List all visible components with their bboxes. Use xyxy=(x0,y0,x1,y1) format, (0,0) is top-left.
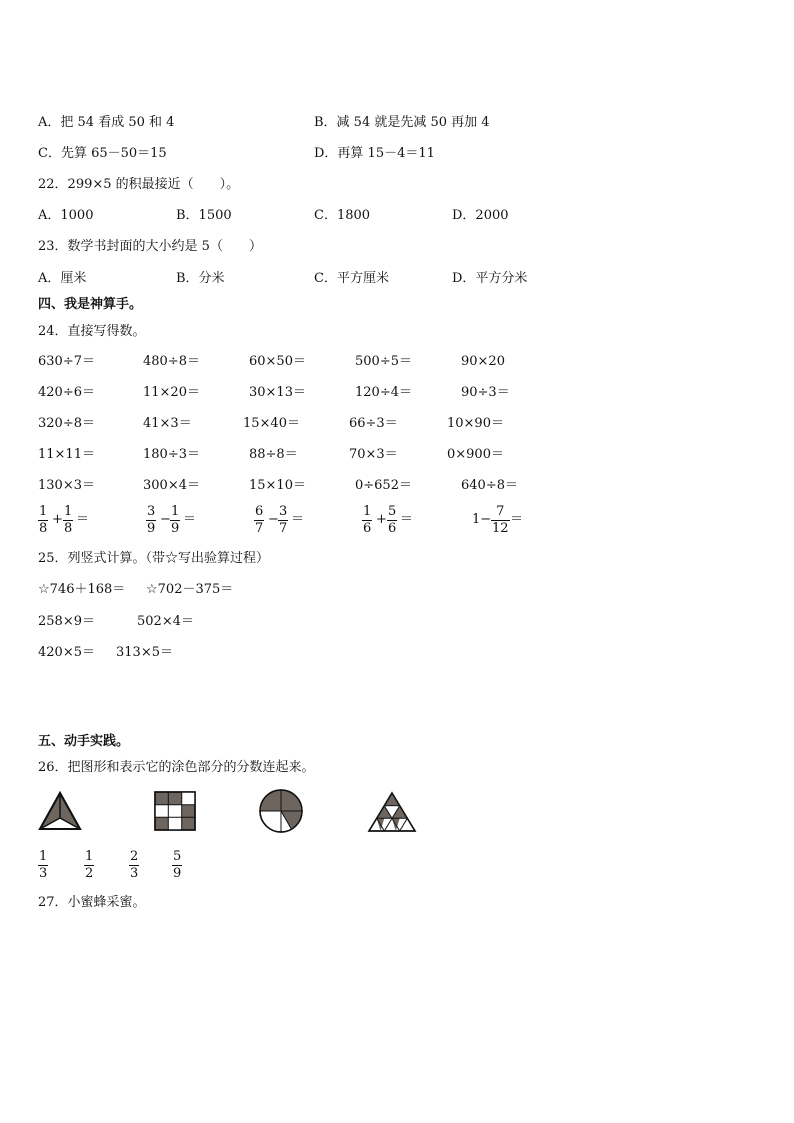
q24-frac5-lead: 1− xyxy=(472,512,492,527)
q21-option-b: B．减 54 就是先减 50 再加 4 xyxy=(314,115,490,130)
denominator: 8 xyxy=(39,521,48,536)
q24-r2-c4: 120÷4＝ xyxy=(355,385,412,400)
numerator: 1 xyxy=(85,849,94,864)
q24-frac4-b xyxy=(387,505,397,536)
q26-stem: 26．把图形和表示它的涂色部分的分数连起来。 xyxy=(38,760,315,775)
q22-option-b: B．1500 xyxy=(176,208,232,223)
q24-frac5-eq: ＝ xyxy=(510,512,524,527)
q24-stem: 24．直接写得数。 xyxy=(38,324,146,339)
q24-frac5-b xyxy=(491,505,510,536)
numerator: 2 xyxy=(130,849,139,864)
denominator: 12 xyxy=(492,521,509,536)
q24-frac2-b xyxy=(170,505,180,536)
denominator: 9 xyxy=(173,866,182,881)
q25-r3-c1: 420×5＝ xyxy=(38,645,95,660)
q24-r5-c3: 15×10＝ xyxy=(249,478,306,493)
numerator: 5 xyxy=(173,849,182,864)
q25-r1-c2: ☆702－375＝ xyxy=(146,582,234,597)
q22-stem: 22．299×5 的积最接近（ ）。 xyxy=(38,177,240,192)
denominator: 8 xyxy=(64,521,73,536)
q26-fraction-1 xyxy=(38,850,48,881)
section-5-title: 五、动手实践。 xyxy=(38,734,130,749)
q22-option-a: A．1000 xyxy=(38,208,94,223)
numerator: 6 xyxy=(255,504,264,519)
q24-r3-c4: 66÷3＝ xyxy=(349,416,398,431)
q24-frac3-op: − xyxy=(268,512,279,527)
q24-frac4-op: + xyxy=(376,512,387,527)
q25-r2-c2: 502×4＝ xyxy=(137,614,194,629)
q23-option-b: B．分米 xyxy=(176,271,225,286)
numerator: 1 xyxy=(39,504,48,519)
q24-r5-c2: 300×4＝ xyxy=(143,478,200,493)
numerator: 1 xyxy=(64,504,73,519)
q24-r2-c3: 30×13＝ xyxy=(249,385,306,400)
numerator: 1 xyxy=(39,849,48,864)
numerator: 1 xyxy=(171,504,180,519)
denominator: 9 xyxy=(171,521,180,536)
numerator: 1 xyxy=(363,504,372,519)
q24-frac3-a xyxy=(254,505,264,536)
denominator: 2 xyxy=(85,866,94,881)
numerator: 7 xyxy=(496,504,505,519)
q24-r4-c4: 70×3＝ xyxy=(349,447,398,462)
q24-r3-c2: 41×3＝ xyxy=(143,416,192,431)
denominator: 7 xyxy=(255,521,264,536)
q22-option-c: C．1800 xyxy=(314,208,371,223)
q24-r3-c1: 320÷8＝ xyxy=(38,416,95,431)
q22-option-d: D．2000 xyxy=(452,208,509,223)
q23-option-c: C．平方厘米 xyxy=(314,271,389,286)
q24-r4-c3: 88÷8＝ xyxy=(249,447,298,462)
q24-frac3-eq: ＝ xyxy=(291,512,305,527)
denominator: 6 xyxy=(388,521,397,536)
q24-r1-c2: 480÷8＝ xyxy=(143,354,200,369)
q25-r1-c1: ☆746＋168＝ xyxy=(38,582,126,597)
q24-r4-c1: 11×11＝ xyxy=(38,447,95,462)
q24-r4-c5: 0×900＝ xyxy=(447,447,504,462)
q21-option-d: D．再算 15－4＝11 xyxy=(314,146,435,161)
q24-frac2-eq: ＝ xyxy=(183,512,197,527)
numerator: 3 xyxy=(279,504,288,519)
q24-r3-c5: 10×90＝ xyxy=(447,416,504,431)
q25-r3-c2: 313×5＝ xyxy=(116,645,173,660)
q25-r2-c1: 258×9＝ xyxy=(38,614,95,629)
q24-frac3-b xyxy=(278,505,288,536)
grid-square-figure xyxy=(154,791,196,831)
q24-frac2-op: − xyxy=(160,512,171,527)
q24-r2-c2: 11×20＝ xyxy=(143,385,200,400)
q24-r1-c5: 90×20 xyxy=(461,354,505,369)
q25-stem: 25．列竖式计算。（带☆写出验算过程） xyxy=(38,551,270,566)
q24-r3-c3: 15×40＝ xyxy=(243,416,300,431)
denominator: 3 xyxy=(39,866,48,881)
q24-frac4-a xyxy=(362,505,372,536)
section-4-title: 四、我是神算手。 xyxy=(38,297,143,312)
q23-stem: 23．数学书封面的大小约是 5（ ） xyxy=(38,239,262,254)
q26-fraction-4 xyxy=(172,850,182,881)
q24-frac4-eq: ＝ xyxy=(400,512,414,527)
q24-r4-c2: 180÷3＝ xyxy=(143,447,200,462)
pie-circle-figure xyxy=(258,788,304,834)
denominator: 6 xyxy=(363,521,372,536)
q24-frac1-a xyxy=(38,505,48,536)
q27-stem: 27．小蜜蜂采蜜。 xyxy=(38,895,146,910)
q24-r1-c1: 630÷7＝ xyxy=(38,354,95,369)
q26-fraction-2 xyxy=(84,850,94,881)
q23-option-d: D．平方分米 xyxy=(452,271,528,286)
numerator: 5 xyxy=(388,504,397,519)
denominator: 3 xyxy=(130,866,139,881)
q21-option-c: C．先算 65－50＝15 xyxy=(38,146,167,161)
q24-r5-c4: 0÷652＝ xyxy=(355,478,412,493)
q24-r5-c5: 640÷8＝ xyxy=(461,478,518,493)
q23-option-a: A．厘米 xyxy=(38,271,87,286)
q24-r5-c1: 130×3＝ xyxy=(38,478,95,493)
q24-frac1-eq: ＝ xyxy=(76,512,90,527)
denominator: 9 xyxy=(147,521,156,536)
q26-fraction-3 xyxy=(129,850,139,881)
triangle-figure xyxy=(38,791,82,831)
q24-frac1-op: + xyxy=(52,512,63,527)
q24-frac2-a xyxy=(146,505,156,536)
q24-r1-c4: 500÷5＝ xyxy=(355,354,412,369)
numerator: 3 xyxy=(147,504,156,519)
q24-r2-c1: 420÷6＝ xyxy=(38,385,95,400)
q24-r2-c5: 90÷3＝ xyxy=(461,385,510,400)
q24-r1-c3: 60×50＝ xyxy=(249,354,306,369)
triangle-grid-figure xyxy=(367,791,417,833)
denominator: 7 xyxy=(279,521,288,536)
q21-option-a: A．把 54 看成 50 和 4 xyxy=(38,115,175,130)
q24-frac1-b xyxy=(63,505,73,536)
